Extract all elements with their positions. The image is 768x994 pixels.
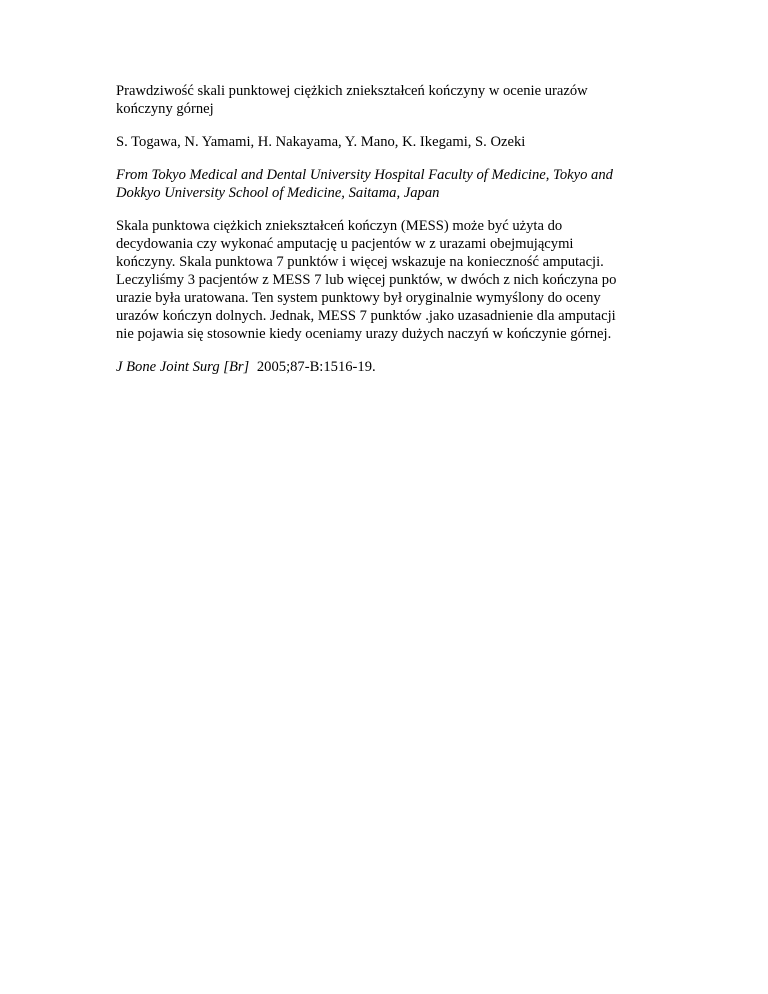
document-title [116,82,656,118]
abstract-line: nie pojawia się stosownie kiedy oceniamy urazy dużych naczyń w kończynie górnej. [116,326,612,342]
authors-block [116,133,656,151]
citation-block [116,358,656,376]
title-line: kończyny górnej [116,101,214,117]
document-page [116,82,656,391]
affiliation-line: From Tokyo Medical and Dental University Hospital Faculty of Medicine, Tokyo and [116,167,613,183]
abstract-line: decydowania czy wykonać amputację u pacjentów w z urazami obejmującymi [116,236,574,252]
affiliation-block [116,166,656,202]
abstract-line: Skala punktowa ciężkich zniekształceń kończyn (MESS) może być użyta do [116,218,563,234]
abstract-line: kończyny. Skala punktowa 7 punktów i więcej wskazuje na konieczność amputacji. [116,254,604,270]
affiliation-line: Dokkyo University School of Medicine, Saitama, Japan [116,185,440,201]
abstract-line: Leczyliśmy 3 pacjentów z MESS 7 lub więcej punktów, w dwóch z nich kończyna po [116,272,617,288]
abstract-line: urazie była uratowana. Ten system punktowy był oryginalnie wymyślony do oceny [116,290,601,306]
abstract-line: urazów kończyn dolnych. Jednak, MESS 7 punktów .jako uzasadnienie dla amputacji [116,308,616,324]
citation-reference: 2005;87-B:1516-19. [256,359,376,375]
title-line: Prawdziwość skali punktowej ciężkich zniekształceń kończyny w ocenie urazów [116,83,588,99]
authors: S. Togawa, N. Yamami, H. Nakayama, Y. Mano, K. Ikegami, S. Ozeki [116,134,526,150]
citation-journal: J Bone Joint Surg [Br] [116,359,250,375]
abstract-block [116,217,656,343]
